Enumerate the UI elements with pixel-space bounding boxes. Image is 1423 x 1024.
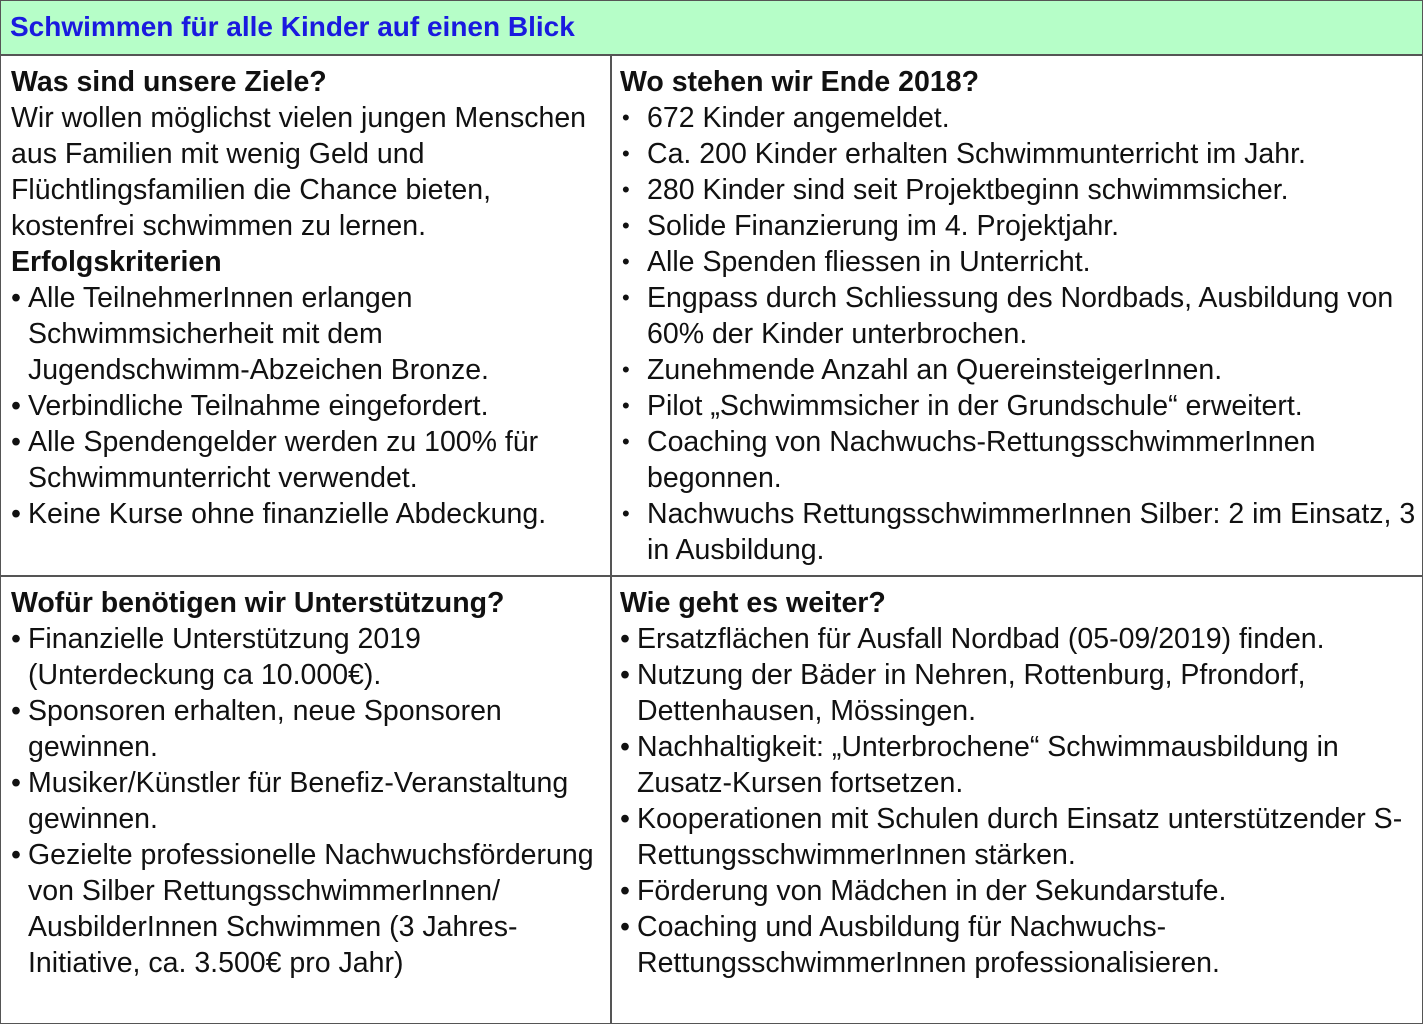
page-title: Schwimmen für alle Kinder auf einen Blick — [10, 11, 575, 42]
list-item: • Ersatzflächen für Ausfall Nordbad (05-09/2019) finden. — [620, 621, 1416, 657]
goals-intro: Wir wollen möglichst vielen jungen Menschen aus Familien mit wenig Geld und Flüchtlingsfamilien die Chance bieten, kostenfrei schwimmen zu lernen. — [11, 102, 587, 242]
table-header — [1, 1, 1422, 56]
list-item: • 280 Kinder sind seit Projektbeginn schwimmsicher. — [620, 172, 1416, 208]
list-item: • Pilot „Schwimmsicher in der Grundschule“ erweitert. — [620, 388, 1416, 424]
list-item: • Ca. 200 Kinder erhalten Schwimmunterricht im Jahr. — [620, 136, 1416, 172]
status-list — [620, 100, 1416, 568]
list-item: • Solide Finanzierung im 4. Projektjahr. — [620, 208, 1416, 244]
list-item: • Sponsoren erhalten, neue Sponsoren gewinnen. — [11, 693, 604, 765]
support-heading: Wofür benötigen wir Unterstützung? — [11, 587, 505, 619]
list-item: • Coaching von Nachwuchs-RettungsschwimmerInnen begonnen. — [620, 424, 1416, 496]
status-heading: Wo stehen wir Ende 2018? — [620, 66, 979, 98]
list-item: • Alle Spenden fliessen in Unterricht. — [620, 244, 1416, 280]
list-item: • Coaching und Ausbildung für Nachwuchs-RettungsschwimmerInnen professionalisieren. — [620, 909, 1416, 981]
list-item: • Alle TeilnehmerInnen erlangen Schwimmsicherheit mit dem Jugendschwimm-Abzeichen Bronze. — [11, 280, 604, 388]
success-criteria-list — [11, 280, 604, 532]
list-item: • Nachwuchs RettungsschwimmerInnen Silber: 2 im Einsatz, 3 in Ausbildung. — [620, 496, 1416, 568]
goals-heading: Was sind unsere Ziele? — [11, 66, 327, 98]
list-item: • Musiker/Künstler für Benefiz-Veranstaltung gewinnen. — [11, 765, 604, 837]
next-steps-list — [620, 621, 1416, 981]
status-cell — [612, 56, 1422, 577]
next-steps-heading: Wie geht es weiter? — [620, 587, 886, 619]
list-item: • Verbindliche Teilnahme eingefordert. — [11, 388, 604, 424]
support-list — [11, 621, 604, 981]
list-item: • Engpass durch Schliessung des Nordbads, Ausbildung von 60% der Kinder unterbrochen. — [620, 280, 1416, 352]
list-item: • Kooperationen mit Schulen durch Einsatz unterstützender S-RettungsschwimmerInnen stärken. — [620, 801, 1416, 873]
list-item: • Förderung von Mädchen in der Sekundarstufe. — [620, 873, 1416, 909]
list-item: • Alle Spendengelder werden zu 100% für Schwimmunterricht verwendet. — [11, 424, 604, 496]
list-item: • Nutzung der Bäder in Nehren, Rottenburg, Pfrondorf, Dettenhausen, Mössingen. — [620, 657, 1416, 729]
goals-cell — [1, 56, 612, 577]
list-item: • Keine Kurse ohne finanzielle Abdeckung. — [11, 496, 604, 532]
list-item: • Nachhaltigkeit: „Unterbrochene“ Schwimmausbildung in Zusatz-Kursen fortsetzen. — [620, 729, 1416, 801]
support-cell — [1, 577, 612, 1023]
list-item: • Zunehmende Anzahl an QuereinsteigerInnen. — [620, 352, 1416, 388]
success-criteria-heading: Erfolgskriterien — [11, 246, 222, 278]
next-steps-cell — [612, 577, 1422, 1023]
list-item: • 672 Kinder angemeldet. — [620, 100, 1416, 136]
list-item: • Gezielte professionelle Nachwuchsförderung von Silber RettungsschwimmerInnen/ AusbilderInnen Schwimmen (3 Jahres-Initiative, ca. 3.500€ pro Jahr) — [11, 837, 604, 981]
list-item: • Finanzielle Unterstützung 2019 (Unterdeckung ca 10.000€). — [11, 621, 604, 693]
